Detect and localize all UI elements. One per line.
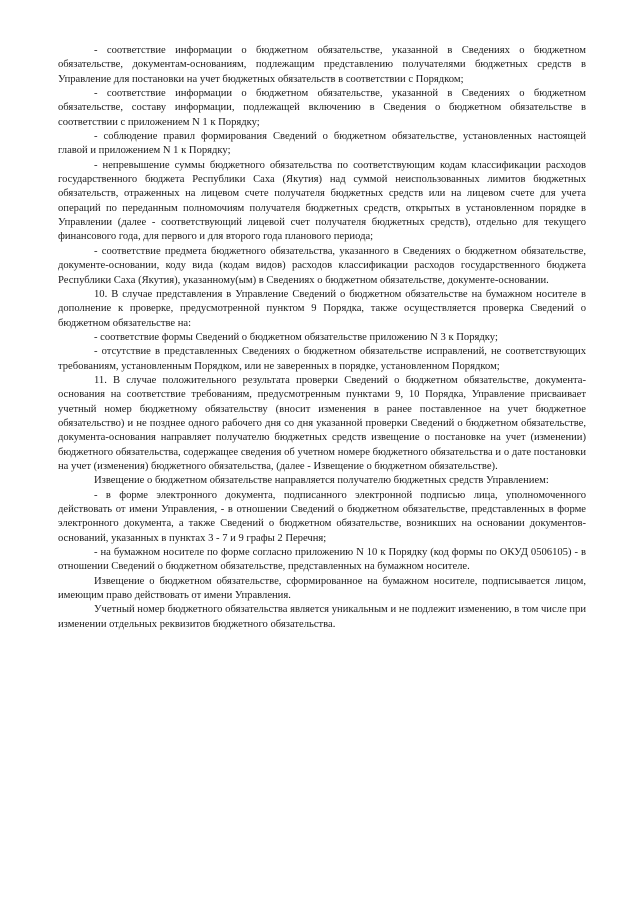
paragraph-11: - в форме электронного документа, подписанного электронной подписью лица, уполномоченного действовать от имени Управления, - в отношении Сведений о бюджетном обязательстве, представленных в форме электронного документа, а также Сведений о бюджетном обязательстве, возникших на основании документов-оснований, указанных в пунктах 3 - 7 и 9 графы 2 Перечня;: [58, 489, 586, 544]
paragraph-6: 10. В случае представления в Управление Сведений о бюджетном обязательстве на бумажном носителе в дополнение к проверке, предусмотренной пунктом 9 Порядка, также осуществляется проверка Сведений о бюджетном обязательстве на:: [58, 288, 586, 329]
paragraph-1: - соответствие информации о бюджетном обязательстве, указанной в Сведениях о бюджетном обязательстве, документам-основаниям, подлежащим представлению получателями бюджетных средств в Управление для постановки на учет бюджетных обязательств в соответствии с Порядком;: [58, 45, 586, 85]
paragraph-9: 11. В случае положительного результата проверки Сведений о бюджетном обязательстве, документа-основания на соответствие требованиям, предусмотренным пунктами 9, 10 Порядка, Управление присваивает учетный номер бюджетному обязательству (вносит изменения в ранее поставленное на учет бюджетное обязательство) и не позднее одного рабочего дня со дня указанной проверки Сведений о бюджетном обязательстве, документа-основания направляет получателю бюджетных средств извещение о постановке на учет (изменении) бюджетного обязательства, содержащее сведения об учетном номере бюджетного обязательства и о дате постановки на учет (изменения) бюджетного обязательства, (далее - Извещение о бюджетном обязательстве).: [58, 374, 586, 472]
paragraph-5: - соответствие предмета бюджетного обязательства, указанного в Сведениях о бюджетном обязательстве, документе-основании, коду вида (кодам видов) расходов классификации расходов государственного бюджета Республики Саха (Якутия), указанному(ым) в Сведениях о бюджетном обязательстве, документе-основании.: [58, 245, 586, 286]
document-page: [58, 44, 586, 632]
paragraph-2: - соответствие информации о бюджетном обязательстве, указанной в Сведениях о бюджетном обязательстве, составу информации, подлежащей включению в Сведения о бюджетном обязательстве в соответствии с приложением N 1 к Порядку;: [58, 88, 586, 128]
paragraph-7: - соответствие формы Сведений о бюджетном обязательстве приложению N 3 к Порядку;: [94, 331, 498, 343]
paragraph-3: - соблюдение правил формирования Сведений о бюджетном обязательстве, установленных настоящей главой и приложением N 1 к Порядку;: [58, 131, 586, 157]
paragraph-10: Извещение о бюджетном обязательстве направляется получателю бюджетных средств Управлением:: [94, 475, 549, 487]
paragraph-4: - непревышение суммы бюджетного обязательства по соответствующим кодам классификации расходов государственного бюджета Республики Саха (Якутия) над суммой неиспользованных лимитов бюджетных обязательств, отраженных на лицевом счете получателя бюджетных средств или на лицевом счете для учета операций по переданным полномочиям получателя бюджетных средств, открытых в установленном порядке в Управлении (далее - соответствующий лицевой счет получателя бюджетных средств), отдельно для текущего финансового года, для первого и для второго года планового периода;: [58, 159, 586, 243]
paragraph-13: Извещение о бюджетном обязательстве, сформированное на бумажном носителе, подписывается лицом, имеющим право действовать от имени Управления.: [58, 575, 586, 602]
paragraph-8: - отсутствие в представленных Сведениях о бюджетном обязательстве исправлений, не соответствующих требованиям, установленным Порядком, или не заверенных в порядке, установленном Порядком;: [58, 346, 586, 372]
paragraph-12: - на бумажном носителе по форме согласно приложению N 10 к Порядку (код формы по ОКУД 0506105) - в отношении Сведений о бюджетном обязательстве, представленных на бумажном носителе.: [58, 547, 586, 573]
paragraph-14: Учетный номер бюджетного обязательства является уникальным и не подлежит изменению, в том числе при изменении отдельных реквизитов бюджетного обязательства.: [58, 604, 586, 630]
